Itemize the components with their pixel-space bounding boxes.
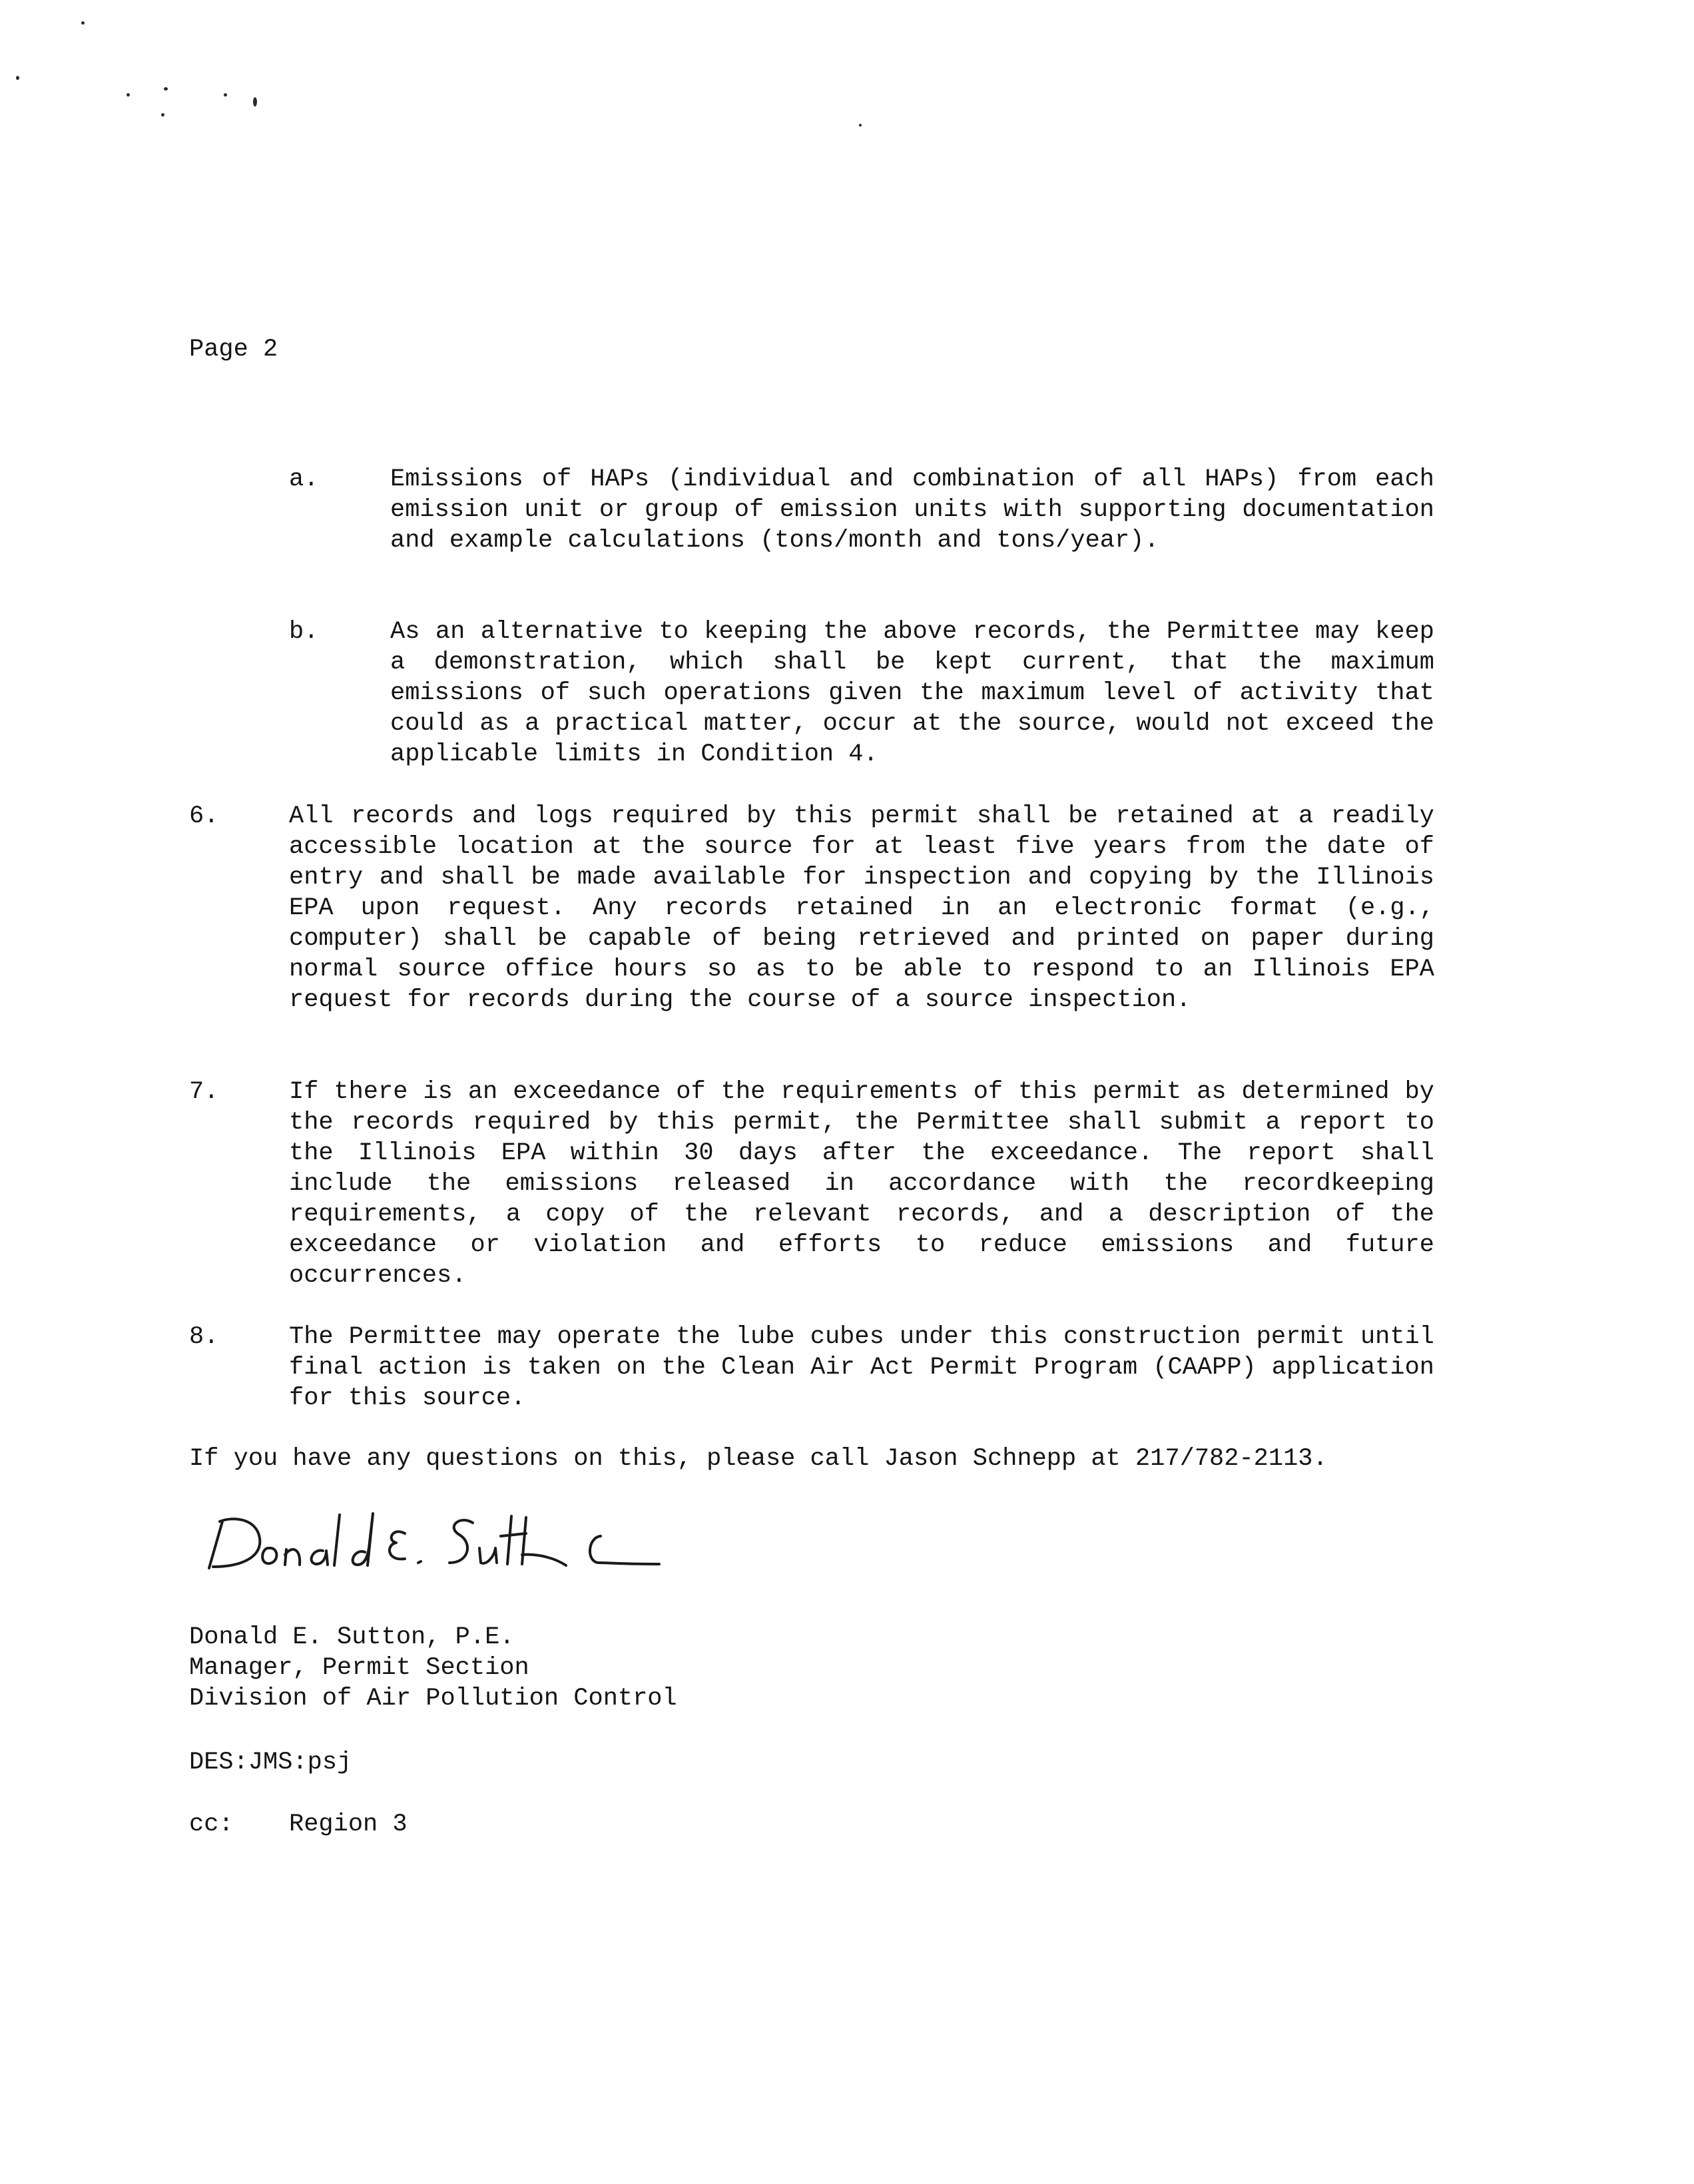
signature-stroke — [590, 1536, 659, 1564]
cc-label: cc: — [189, 1810, 234, 1838]
list-item-marker: a. — [289, 465, 319, 493]
list-item-b — [289, 617, 1434, 770]
scan-speck — [224, 93, 227, 97]
signer-division: Division of Air Pollution Control — [189, 1685, 677, 1713]
signature-stroke — [262, 1548, 276, 1563]
list-item-text: The Permittee may operate the lube cubes under this construction permit until final action is taken on the Clean Air Act Permit Program (CAAPP) application for this source. — [289, 1323, 1434, 1412]
list-item-6 — [189, 801, 1434, 1015]
list-item-text: All records and logs required by this permit shall be retained at a readily accessible location at the source for at least five years from the date of entry and shall be made available for inspection and copying by the Illinois EPA upon request. Any records retained in an electronic format (e.g., computer) shall be capable of being retrieved and printed on paper during normal source office hours so as to be able to respond to an Illinois EPA request for records during the course of a source inspection. — [289, 802, 1434, 1014]
signer-name: Donald E. Sutton, P.E. — [189, 1623, 515, 1651]
list-item-marker: 7. — [189, 1078, 219, 1106]
signature-stroke — [209, 1519, 260, 1568]
cc-recipient: Region 3 — [289, 1810, 408, 1838]
scan-speck — [859, 124, 862, 127]
list-item-text: Emissions of HAPs (individual and combination of all HAPs) from each emission unit or group of emission units with supporting documentation and example calculations (tons/month and tons/year). — [390, 465, 1434, 555]
closing-sentence: If you have any questions on this, please call Jason Schnepp at 217/782-2113. — [189, 1445, 1328, 1473]
signature-stroke — [522, 1555, 566, 1565]
scan-speck — [16, 76, 19, 80]
scan-speck — [164, 87, 168, 91]
scan-speck — [253, 97, 257, 107]
signature-stroke — [479, 1548, 497, 1563]
list-item-marker: b. — [289, 618, 319, 646]
list-item-8 — [189, 1322, 1434, 1414]
signature-stroke — [418, 1561, 421, 1563]
list-item-marker: 6. — [189, 802, 219, 830]
scan-speck — [81, 21, 85, 25]
signature-stroke — [285, 1549, 300, 1565]
cc-line — [189, 1809, 408, 1840]
list-item-marker: 8. — [189, 1323, 219, 1351]
scan-speck — [161, 113, 164, 117]
signature-stroke — [353, 1513, 373, 1565]
list-item-text: As an alternative to keeping the above records, the Permittee may keep a demonstration, which shall be kept current, that the maximum emissions of such operations given the maximum level of activity that could as a practical matter, occur at the source, would not exceed the applicable limits in Condition 4. — [390, 618, 1434, 768]
list-item-text: If there is an exceedance of the requirements of this permit as determined by the records required by this permit, the Permittee shall submit a report to the Illinois EPA within 30 days after the exceedance. The report shall include the emissions released in accordance with the recordkeeping requirements, a copy of the relevant records, and a description of the exceedance or violation and efforts to reduce emissions and future occurrences. — [289, 1078, 1434, 1290]
signer-block — [189, 1622, 677, 1714]
signature-stroke — [501, 1516, 526, 1564]
signer-title: Manager, Permit Section — [189, 1654, 529, 1682]
list-item-a — [289, 464, 1434, 556]
signature-stroke — [390, 1531, 405, 1559]
scan-speck — [127, 93, 130, 97]
list-item-7 — [189, 1077, 1434, 1291]
signature-stroke — [334, 1515, 340, 1565]
signature-stroke — [312, 1551, 328, 1565]
signature-stroke — [449, 1520, 473, 1563]
reference-initials: DES:JMS:psj — [189, 1749, 352, 1776]
handwritten-signature — [193, 1502, 686, 1581]
page-label: Page 2 — [189, 336, 278, 364]
